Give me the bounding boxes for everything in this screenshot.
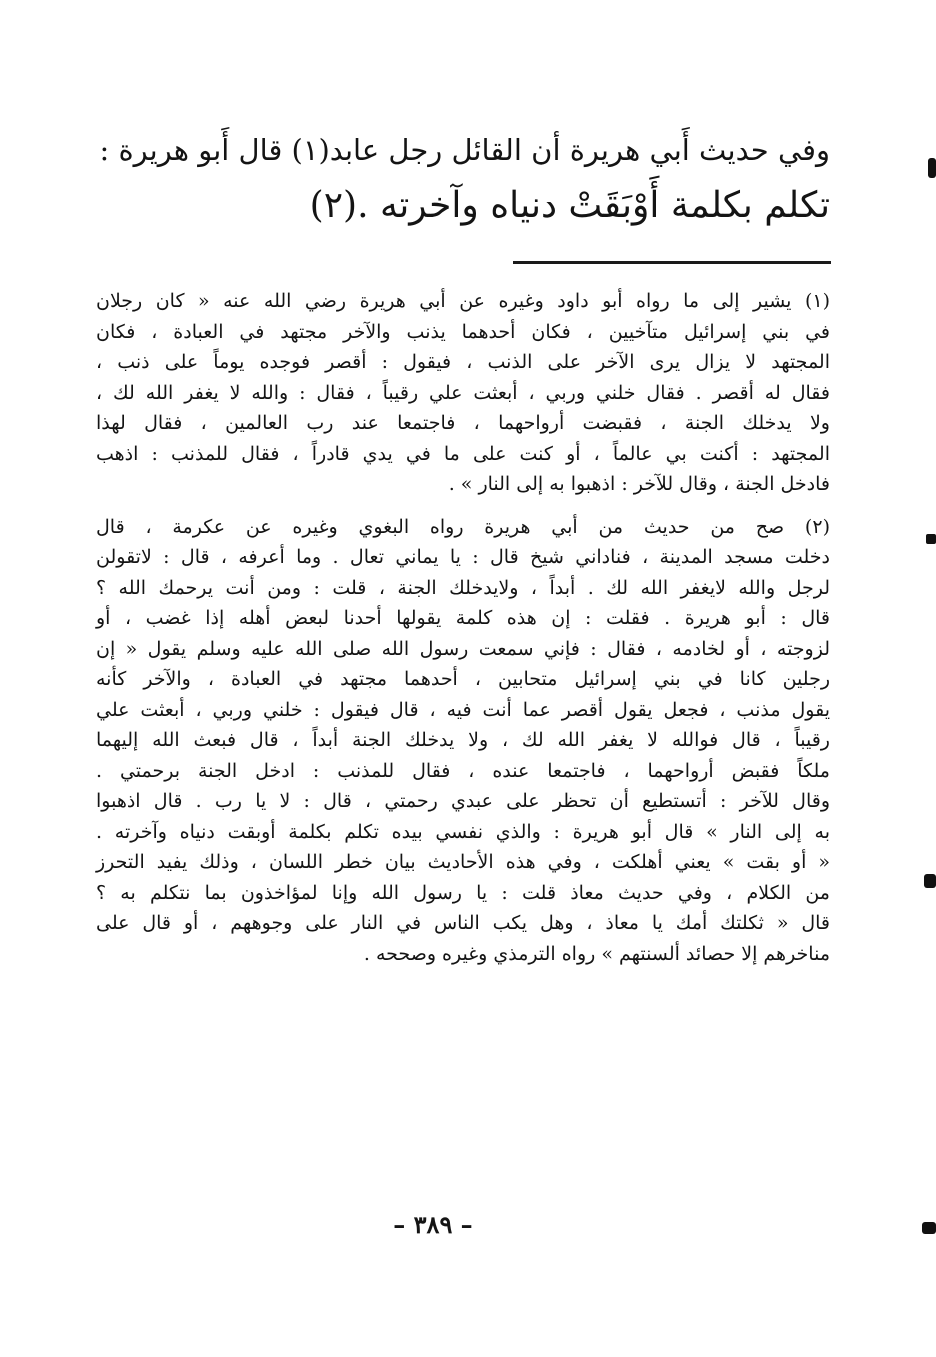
footnote-line: فقال له أقصر . فقال خلني وربي ، أبعثت علي رقيباً ، فقال : والله لا يغفر الله لك ،: [96, 381, 830, 404]
main-text: [96, 122, 830, 234]
footnote-line: من الكلام ، وفي حديث معاذ قلت : يا رسول الله وإنا لمؤاخذون بما نتكلم به ؟: [96, 881, 830, 904]
footnote-1: [96, 286, 830, 500]
footnote-line: فادخل الجنة ، وقال للآخر : اذهبوا به إلى النار » .: [448, 473, 830, 495]
footnote-line: قال « ثكلتك أمك يا معاذ ، وهل يكب الناس في النار على وجوههم ، أو قال على: [96, 912, 830, 934]
footnote-line: وقال للآخر : أتستطيع أن تحظر على عبدي رحمتي ، قال : لا يا رب . قال اذهبوا: [96, 790, 830, 812]
footnote-line: في بني إسرائيل متآخيين ، فكان أحدهما يذنب والآخر مجتهد في العبادة ، فكان: [96, 320, 830, 343]
footnote-line: « أو بقت » يعني أهلكت ، وفي هذه الأحاديث بيان خطر اللسان ، وذلك يفيد التحرز: [96, 851, 830, 873]
footnote-2: [96, 512, 830, 970]
footnote-line: رجلين كانا في بني إسرائيل متحابين ، أحدهما مجتهد في العبادة ، والآخر كأنه: [96, 668, 830, 690]
scan-mark: [922, 1222, 936, 1234]
footnote-line: يقول مذنب ، فجعل يقول أقصر عما أنت فيه ، قال فيقول : خلني وربي ، أبعثت علي: [96, 698, 830, 721]
footnote-line: (١) يشير إلى ما رواه أبو داود وغيره عن أبي هريرة رضي الله عنه « كان رجلان: [96, 290, 830, 312]
footnote-line: ولا يدخلك الجنة ، فقبضت أرواحهما ، فاجتمعا عند رب العالمين ، فقال لهذا: [96, 412, 830, 434]
footnote-line: مناخرهم إلا حصائد ألسنتهم » رواه الترمذي وغيره وصححه .: [363, 942, 830, 965]
footnote-line: (٢) صح من حديث من أبي هريرة رواه البغوي وغيره عن عكرمة ، قال: [96, 515, 830, 538]
scan-mark: [924, 874, 936, 888]
main-text-line: تكلم بكلمة أَوْبَقَتْ دنياه وآخرته .(٢): [309, 185, 830, 226]
footnote-line: به إلى النار » قال أبو هريرة : والذي نفسي بيده تكلم بكلمة أوبقت دنياه وآخرته .: [96, 820, 830, 843]
footnote-separator: [513, 261, 831, 264]
scan-mark: [928, 158, 936, 178]
footnote-line: ملكاً فقبض أرواحهما ، فاجتمعا عنده ، فقال للمذنب : ادخل الجنة برحمتي .: [96, 759, 830, 782]
main-text-line: وفي حديث أَبي هريرة أن القائل رجل عابد(١) قال أَبو هريرة :: [99, 133, 830, 167]
scan-mark: [926, 534, 936, 544]
page-number: – ٣٨٩ –: [393, 1210, 473, 1239]
footnote-line: المجتهد لا يزال يرى الآخر على الذنب ، فيقول : أقصر فوجده يوماً على ذنب ،: [96, 351, 830, 373]
footnote-line: دخلت مسجد المدينة ، فناداني شيخ قال : يا يماني تعال . وما أعرفه ، قال : لاتقولن: [96, 546, 830, 568]
footnotes: [96, 286, 830, 981]
footnote-line: المجتهد : أكنت بي عالماً ، أو كنت على ما في يدي قادراً ، فقال للمذنب : اذهب: [96, 442, 830, 465]
footnote-line: لرجل والله لايغفر الله لك . أبداً ، ولايدخلك الجنة ، قلت : ومن أنت يرحمك الله ؟: [96, 576, 830, 599]
footnote-line: قال : أبو هريرة . فقلت : إن هذه كلمة يقولها أحدنا لبعض أهله إذا غضب ، أو: [96, 607, 830, 629]
footnote-line: لزوجته ، أو لخادمه ، فقال : فإني سمعت رسول الله صلى الله عليه وسلم يقول « إن: [96, 637, 830, 660]
footnote-line: رقيباً ، قال فوالله لا يغفر الله لك ، ولا يدخلك الجنة أبداً ، قال فبعث الله إليهما: [96, 729, 830, 751]
